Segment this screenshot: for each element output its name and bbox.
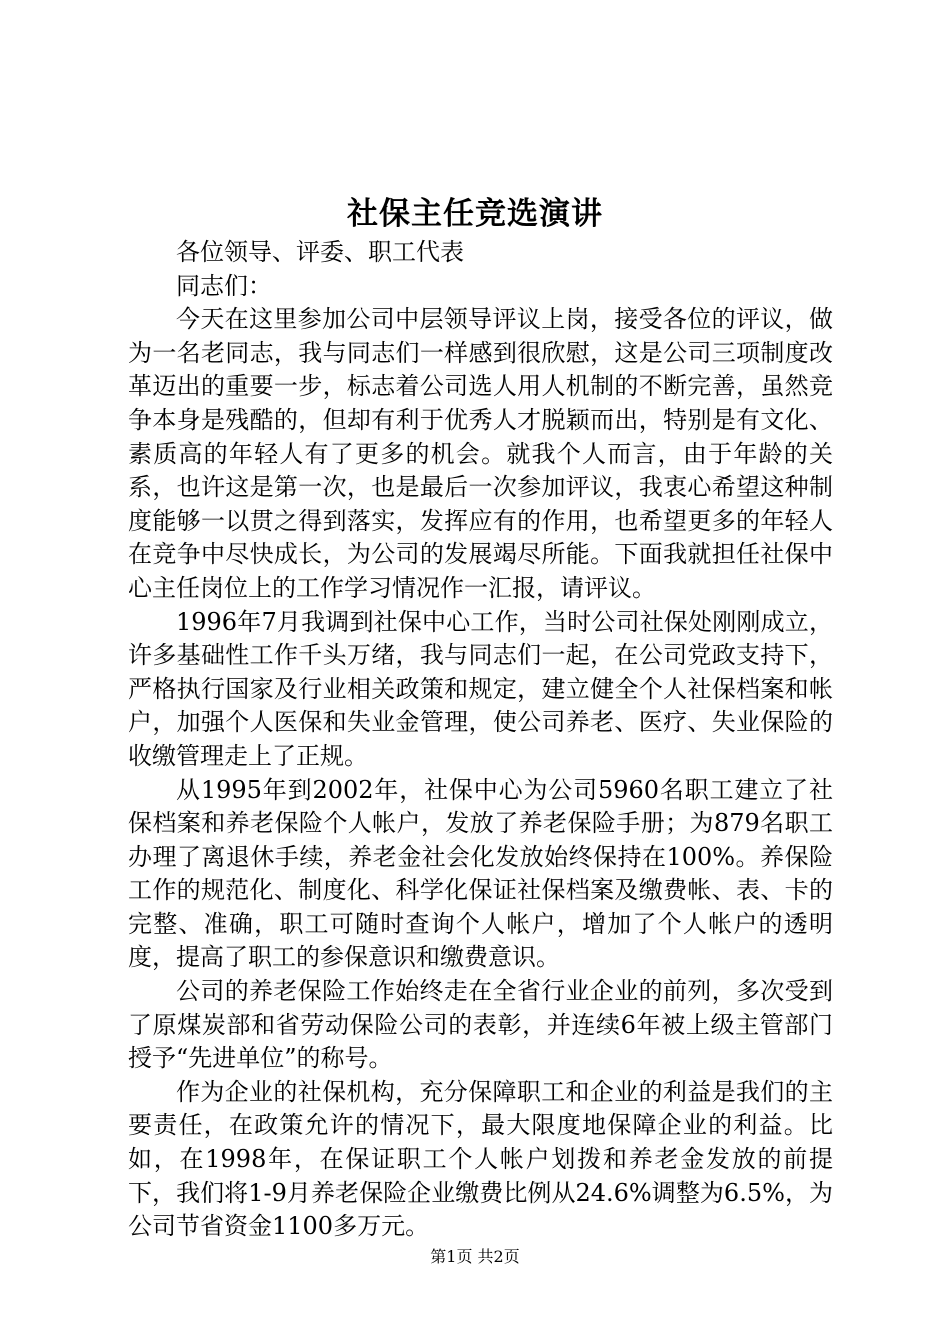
document-title: 社保主任竞选演讲 — [347, 196, 603, 232]
body-paragraph: 从1995年到2002年，社保中心为公司5960名职工建立了社保档案和养老保险个人帐户，发放了养老保险手册；为879名职工办理了离退休手续，养老金社会化发放始终保持在100%。养保险工作的规范化、制度化、科学化保证社保档案及缴费帐、表、卡的完整、准确，职工可随时查询个人帐户，增加了个人帐户的透明度，提高了职工的参保意识和缴费意识。 — [128, 775, 833, 972]
body-paragraph: 公司的养老保险工作始终走在全省行业企业的前列，多次受到了原煤炭部和省劳动保险公司的表彰，并连续6年被上级主管部门授予“先进单位”的称号。 — [128, 977, 833, 1073]
body-paragraph: 今天在这里参加公司中层领导评议上岗，接受各位的评议，做为一名老同志，我与同志们一样感到很欣慰，这是公司三项制度改革迈出的重要一步，标志着公司选人用人机制的不断完善，虽然竞争本身是残酷的，但却有利于优秀人才脱颖而出，特别是有文化、素质高的年轻人有了更多的机会。就我个人而言，由于年龄的关系，也许这是第一次，也是最后一次参加评议，我衷心希望这种制度能够一以贯之得到落实，发挥应有的作用，也希望更多的年轻人在竞争中尽快成长，为公司的发展竭尽所能。下面我就担任社保中心主任岗位上的工作学习情况作一汇报，请评议。 — [128, 305, 833, 602]
body-paragraph: 1996年7月我调到社保中心工作，当时公司社保处刚刚成立，许多基础性工作千头万绪，我与同志们一起，在公司党政支持下，严格执行国家及行业相关政策和规定，建立健全个人社保档案和帐户，加强个人医保和失业金管理，使公司养老、医疗、失业保险的收缴管理走上了正规。 — [128, 607, 833, 770]
salutation-line: 各位领导、评委、职工代表 — [176, 238, 464, 266]
page-footer: 第1页 共2页 — [430, 1247, 520, 1266]
document-body — [128, 236, 833, 1244]
salutation-line: 同志们： — [176, 271, 272, 300]
body-paragraph: 作为企业的社保机构，充分保障职工和企业的利益是我们的主要责任，在政策允许的情况下，最大限度地保障企业的利益。比如，在1998年，在保证职工个人帐户划拨和养老金发放的前提下，我们将1-9月养老保险企业缴费比例从24.6%调整为6.5%，为公司节省资金1100多万元。 — [128, 1077, 833, 1241]
